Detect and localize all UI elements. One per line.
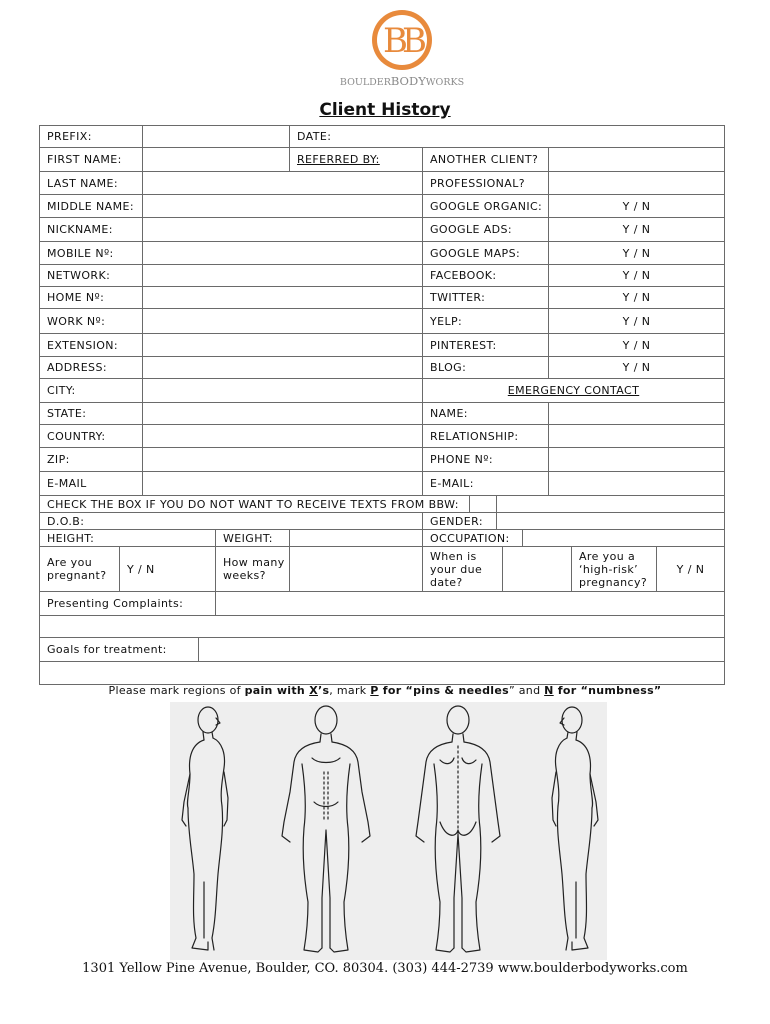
weight-field[interactable] bbox=[290, 530, 423, 546]
city-label: CITY: bbox=[40, 379, 143, 402]
yelp-label: YELP: bbox=[423, 309, 549, 333]
another-client-label: ANOTHER CLIENT? bbox=[423, 148, 549, 171]
country-label: COUNTRY: bbox=[40, 425, 143, 447]
high-risk-yn[interactable]: Y / N bbox=[676, 562, 705, 576]
pregnant-yn[interactable]: Y / N bbox=[120, 547, 216, 591]
body-chart-instructions: Please mark regions of pain with X’s, mark P for “pins & needles” and N for “numbness” bbox=[108, 684, 662, 697]
logo-name-works: WORKS bbox=[425, 77, 465, 88]
address-label: ADDRESS: bbox=[40, 357, 143, 378]
svg-text:BOULDERBODYWORKS bbox=[340, 74, 464, 88]
form-row-extension bbox=[39, 334, 725, 357]
form-row-country bbox=[39, 425, 725, 448]
form-row-work bbox=[39, 309, 725, 334]
gender-label: GENDER: bbox=[423, 513, 497, 529]
ec-email-field[interactable] bbox=[549, 472, 724, 495]
boulder-bodyworks-logo bbox=[328, 8, 476, 90]
form-row-city bbox=[39, 379, 725, 403]
home-label: HOME Nº: bbox=[40, 287, 143, 308]
presenting-complaints-label: Presenting Complaints: bbox=[40, 592, 216, 615]
state-label: STATE: bbox=[40, 403, 143, 424]
no-texts-checkbox[interactable] bbox=[470, 496, 497, 512]
google-maps-yn[interactable]: Y / N bbox=[622, 246, 651, 260]
google-maps-label: GOOGLE MAPS: bbox=[423, 242, 549, 264]
twitter-label: TWITTER: bbox=[423, 287, 549, 308]
form-row-network bbox=[39, 265, 725, 287]
how-many-weeks-field[interactable] bbox=[290, 547, 423, 591]
footer-contact: 1301 Yellow Pine Avenue, Boulder, CO. 80304. (303) 444-2739 www.boulderbodyworks.com bbox=[82, 961, 688, 976]
occupation-field[interactable] bbox=[523, 530, 724, 546]
address-field[interactable] bbox=[143, 357, 423, 378]
pinterest-yn[interactable]: Y / N bbox=[622, 338, 651, 352]
pregnant-label: Are you pregnant? bbox=[40, 547, 120, 591]
date-label: DATE: bbox=[297, 130, 332, 143]
network-label: NETWORK: bbox=[40, 265, 143, 286]
google-organic-yn[interactable]: Y / N bbox=[622, 199, 651, 213]
ec-name-label: NAME: bbox=[423, 403, 549, 424]
email-label: E-MAIL bbox=[40, 472, 143, 495]
gender-field[interactable] bbox=[497, 513, 724, 529]
extension-label: EXTENSION: bbox=[40, 334, 143, 356]
logo-name-boulder: BOULDER bbox=[339, 77, 391, 88]
country-field[interactable] bbox=[143, 425, 423, 447]
ec-name-field[interactable] bbox=[549, 403, 724, 424]
ec-relationship-field[interactable] bbox=[549, 425, 724, 447]
form-row-first-name bbox=[39, 148, 725, 172]
yelp-yn[interactable]: Y / N bbox=[622, 314, 651, 328]
pinterest-label: PINTEREST: bbox=[423, 334, 549, 356]
presenting-complaints-extra-field[interactable] bbox=[40, 616, 724, 637]
last-name-label: LAST NAME: bbox=[40, 172, 143, 194]
dob-field[interactable] bbox=[40, 513, 423, 529]
goals-label: Goals for treatment: bbox=[40, 638, 199, 661]
middle-name-label: MIDDLE NAME: bbox=[40, 195, 143, 217]
form-row-height bbox=[39, 530, 725, 547]
form-row-prefix bbox=[39, 125, 725, 148]
home-field[interactable] bbox=[143, 287, 423, 308]
facebook-yn[interactable]: Y / N bbox=[622, 269, 651, 282]
height-label: HEIGHT: bbox=[47, 531, 95, 545]
ec-phone-field[interactable] bbox=[549, 448, 724, 471]
form-row-home bbox=[39, 287, 725, 309]
page-title: Client History bbox=[319, 100, 451, 120]
form-row-goals-extra bbox=[39, 662, 725, 685]
another-client-field[interactable] bbox=[549, 148, 724, 171]
form-row-no-texts bbox=[39, 496, 725, 513]
work-field[interactable] bbox=[143, 309, 423, 333]
professional-label: PROFESSIONAL? bbox=[423, 172, 549, 194]
logo-name-body: BODY bbox=[390, 74, 426, 88]
nickname-field[interactable] bbox=[143, 218, 423, 241]
logo-monogram: BB bbox=[383, 21, 421, 61]
form-row-address bbox=[39, 357, 725, 379]
emergency-contact-heading: EMERGENCY CONTACT bbox=[507, 384, 640, 397]
body-figure-front bbox=[282, 706, 370, 952]
body-figure-back bbox=[416, 706, 500, 952]
form-row-last-name bbox=[39, 172, 725, 195]
due-date-label: When is your due date? bbox=[423, 547, 503, 591]
body-figure-side-left bbox=[552, 707, 598, 950]
google-ads-label: GOOGLE ADS: bbox=[423, 218, 549, 241]
ec-phone-label: PHONE Nº: bbox=[423, 448, 549, 471]
zip-label: ZIP: bbox=[40, 448, 143, 471]
mobile-field[interactable] bbox=[143, 242, 423, 264]
ec-relationship-label: RELATIONSHIP: bbox=[423, 425, 549, 447]
body-figure-side-right bbox=[182, 707, 228, 950]
form-row-zip bbox=[39, 448, 725, 472]
due-date-field[interactable] bbox=[503, 547, 572, 591]
prefix-label: PREFIX: bbox=[40, 126, 143, 147]
state-field[interactable] bbox=[143, 403, 423, 424]
goals-field[interactable] bbox=[199, 638, 724, 661]
first-name-label: FIRST NAME: bbox=[40, 148, 143, 171]
no-texts-label: CHECK THE BOX IF YOU DO NOT WANT TO RECEIVE TEXTS FROM BBW: bbox=[40, 496, 470, 512]
how-many-weeks-label: How many weeks? bbox=[216, 547, 290, 591]
form-row-goals bbox=[39, 638, 725, 662]
occupation-label: OCCUPATION: bbox=[423, 530, 523, 546]
dob-label: D.O.B: bbox=[47, 514, 85, 528]
prefix-field[interactable] bbox=[143, 126, 290, 147]
height-field[interactable] bbox=[40, 530, 216, 546]
facebook-label: FACEBOOK: bbox=[423, 265, 549, 286]
form-row-dob bbox=[39, 513, 725, 530]
nickname-label: NICKNAME: bbox=[40, 218, 143, 241]
ec-email-label: E-MAIL: bbox=[423, 472, 549, 495]
blog-label: BLOG: bbox=[423, 357, 549, 378]
form-row-pregnancy bbox=[39, 547, 725, 592]
middle-name-field[interactable] bbox=[143, 195, 423, 217]
email-field[interactable] bbox=[143, 472, 423, 495]
professional-field[interactable] bbox=[549, 172, 724, 194]
network-field[interactable] bbox=[143, 265, 423, 286]
referred-by-label: REFERRED BY: bbox=[290, 148, 423, 171]
form-row-presenting-complaints-extra bbox=[39, 616, 725, 638]
google-ads-yn[interactable]: Y / N bbox=[622, 223, 651, 236]
client-history-form bbox=[39, 125, 725, 685]
work-label: WORK Nº: bbox=[40, 309, 143, 333]
google-organic-label: GOOGLE ORGANIC: bbox=[423, 195, 549, 217]
form-row-state bbox=[39, 403, 725, 425]
last-name-field[interactable] bbox=[143, 172, 423, 194]
date-field[interactable] bbox=[290, 126, 724, 147]
form-row-presenting-complaints bbox=[39, 592, 725, 616]
presenting-complaints-field[interactable] bbox=[216, 592, 724, 615]
zip-field[interactable] bbox=[143, 448, 423, 471]
body-chart[interactable] bbox=[170, 702, 607, 960]
weight-label: WEIGHT: bbox=[216, 530, 290, 546]
extension-field[interactable] bbox=[143, 334, 423, 356]
blog-yn[interactable]: Y / N bbox=[622, 361, 651, 374]
form-row-mobile bbox=[39, 242, 725, 265]
goals-extra-field[interactable] bbox=[40, 662, 724, 684]
city-field[interactable] bbox=[143, 379, 423, 402]
form-row-email bbox=[39, 472, 725, 496]
first-name-field[interactable] bbox=[143, 148, 290, 171]
form-row-middle-name bbox=[39, 195, 725, 218]
mobile-label: MOBILE Nº: bbox=[40, 242, 143, 264]
twitter-yn[interactable]: Y / N bbox=[622, 291, 651, 304]
form-row-nickname bbox=[39, 218, 725, 242]
high-risk-label: Are you a ‘high-risk’ pregnancy? bbox=[572, 547, 657, 591]
